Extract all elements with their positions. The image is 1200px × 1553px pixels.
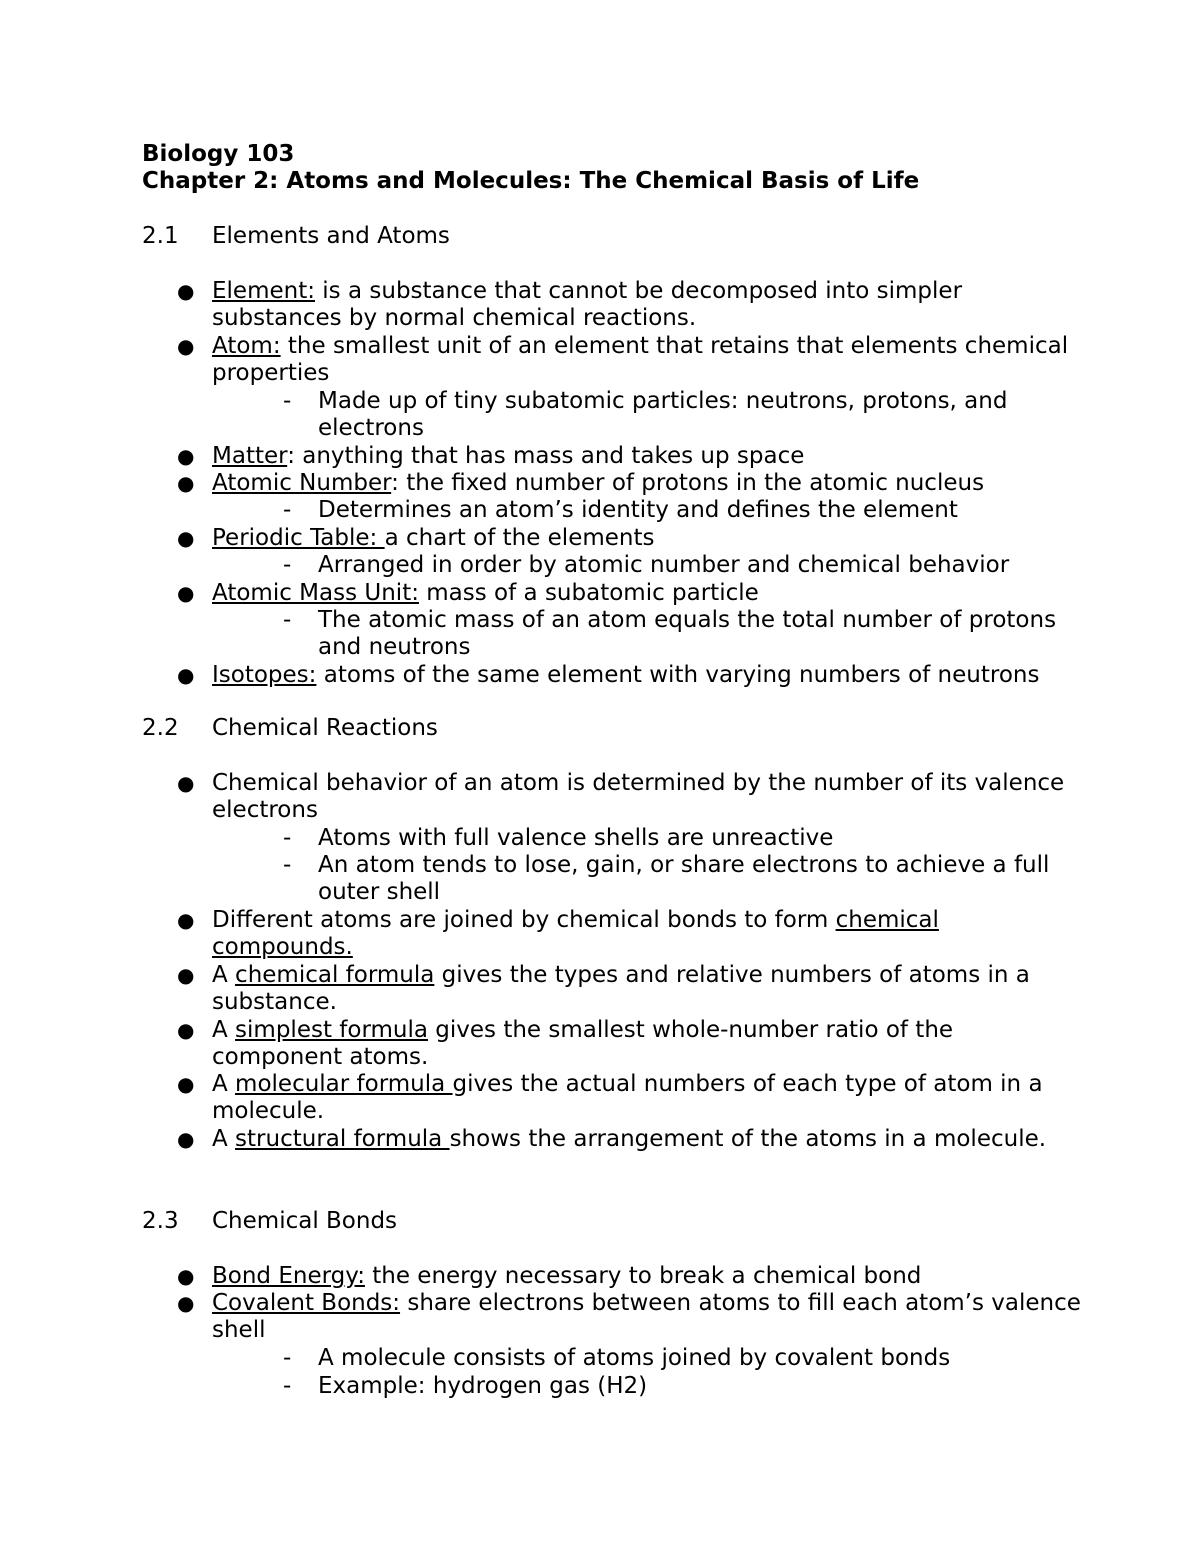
bullet-icon: ● [177, 1264, 195, 1288]
list-item [177, 1071, 1082, 1126]
definition: shows the arrangement of the atoms in a molecule. [449, 1126, 1047, 1152]
term: Atom: [212, 333, 281, 359]
bullet-icon: ● [177, 963, 195, 987]
section-heading [142, 715, 438, 742]
list-item [177, 333, 1082, 388]
term: Bond Energy: [212, 1263, 365, 1289]
bullet-icon: ● [177, 581, 195, 605]
term: chemical formula [235, 962, 435, 988]
term: structural formula [235, 1126, 450, 1152]
term: Atomic Mass Unit: [212, 580, 419, 606]
definition: : anything that has mass and takes up space [287, 443, 805, 469]
definition: the smallest unit of an element that retains that elements chemical properties [212, 333, 1069, 387]
bullet-icon: ● [177, 908, 195, 932]
bullet-icon: ● [177, 1127, 195, 1151]
bullet-icon: ● [177, 771, 195, 795]
list-item [177, 1126, 1082, 1153]
sub-item [283, 1373, 1078, 1400]
bullet-icon: ● [177, 663, 195, 687]
dash-icon: - [283, 852, 292, 878]
item-text: Chemical behavior of an atom is determined by the number of its valence electrons [212, 770, 1065, 824]
list-item [177, 580, 1082, 607]
list-item [177, 525, 1082, 552]
bullet-icon: ● [177, 334, 195, 358]
definition: a chart of the elements [384, 525, 655, 551]
sub-text: An atom tends to lose, gain, or share electrons to achieve a full outer shell [318, 852, 1050, 906]
dash-icon: - [283, 497, 292, 523]
dash-icon: - [283, 825, 292, 851]
list-item [177, 770, 1082, 825]
sub-item [283, 1345, 1078, 1372]
sub-text: Made up of tiny subatomic particles: neutrons, protons, and electrons [318, 388, 1008, 442]
dash-icon: - [283, 1373, 292, 1399]
sub-item [283, 607, 1078, 662]
definition: mass of a subatomic particle [418, 580, 759, 606]
section-heading [142, 223, 450, 250]
sub-text: A molecule consists of atoms joined by covalent bonds [318, 1345, 951, 1371]
term: Matter [212, 443, 288, 469]
sub-text: Atoms with full valence shells are unreactive [318, 825, 834, 851]
definition: atoms of the same element with varying numbers of neutrons [316, 662, 1040, 688]
bullet-icon: ● [177, 526, 195, 550]
section-number: 2.2 [142, 715, 179, 741]
section-number: 2.3 [142, 1208, 179, 1234]
section-number: 2.1 [142, 223, 179, 249]
definition: share electrons between atoms to fill each atom’s valence shell [212, 1290, 1081, 1344]
dash-icon: - [283, 552, 292, 578]
dash-icon: - [283, 607, 292, 633]
section-title: Chemical Bonds [212, 1208, 398, 1234]
term: Element: [212, 278, 315, 304]
definition: : the fixed number of protons in the atomic nucleus [391, 470, 985, 496]
term: molecular formula [235, 1071, 453, 1097]
sub-text: Determines an atom’s identity and defines the element [318, 497, 958, 523]
bullet-icon: ● [177, 1072, 195, 1096]
definition: is a substance that cannot be decomposed into simpler substances by normal chemical reactions. [212, 278, 963, 332]
bullet-icon: ● [177, 1291, 195, 1315]
list-item [177, 443, 1082, 470]
term: Atomic Number [212, 470, 392, 496]
section-title: Elements and Atoms [212, 223, 450, 249]
term: Isotopes: [212, 662, 317, 688]
item-prefix: A [212, 1126, 236, 1152]
sub-text: Example: hydrogen gas (H2) [318, 1373, 648, 1399]
chapter-title: Chapter 2: Atoms and Molecules: The Chemical Basis of Life [142, 168, 920, 194]
list-item [177, 662, 1082, 689]
sub-item [283, 852, 1078, 907]
sub-item [283, 552, 1078, 579]
list-item [177, 470, 1082, 497]
sub-text: The atomic mass of an atom equals the total number of protons and neutrons [318, 607, 1057, 661]
sub-item [283, 825, 1078, 852]
term: Covalent Bonds: [212, 1290, 401, 1316]
item-prefix: A [212, 962, 236, 988]
list-item [177, 1017, 1082, 1072]
term: Periodic Table: [212, 525, 385, 551]
section-title: Chemical Reactions [212, 715, 438, 741]
list-item [177, 278, 1082, 333]
list-item [177, 1263, 1082, 1290]
definition: gives the actual numbers of each type of atom in a molecule. [212, 1071, 1043, 1125]
bullet-icon: ● [177, 1018, 195, 1042]
dash-icon: - [283, 388, 292, 414]
item-prefix: Different atoms are joined by chemical bonds to form [212, 907, 836, 933]
list-item [177, 962, 1082, 1017]
course-title: Biology 103 [142, 141, 295, 167]
section-heading [142, 1208, 397, 1235]
bullet-icon: ● [177, 279, 195, 303]
sub-item [283, 497, 1078, 524]
term: simplest formula [235, 1017, 428, 1043]
definition: the energy necessary to break a chemical bond [364, 1263, 922, 1289]
item-prefix: A [212, 1017, 236, 1043]
list-item [177, 1290, 1082, 1345]
sub-text: Arranged in order by atomic number and chemical behavior [318, 552, 1010, 578]
list-item [177, 907, 1082, 962]
dash-icon: - [283, 1345, 292, 1371]
sub-item [283, 388, 1078, 443]
definition: gives the types and relative numbers of atoms in a substance. [212, 962, 1030, 1016]
bullet-icon: ● [177, 444, 195, 468]
item-prefix: A [212, 1071, 236, 1097]
bullet-icon: ● [177, 471, 195, 495]
definition: gives the smallest whole-number ratio of the component atoms. [212, 1017, 954, 1071]
term: chemical compounds. [212, 907, 939, 961]
